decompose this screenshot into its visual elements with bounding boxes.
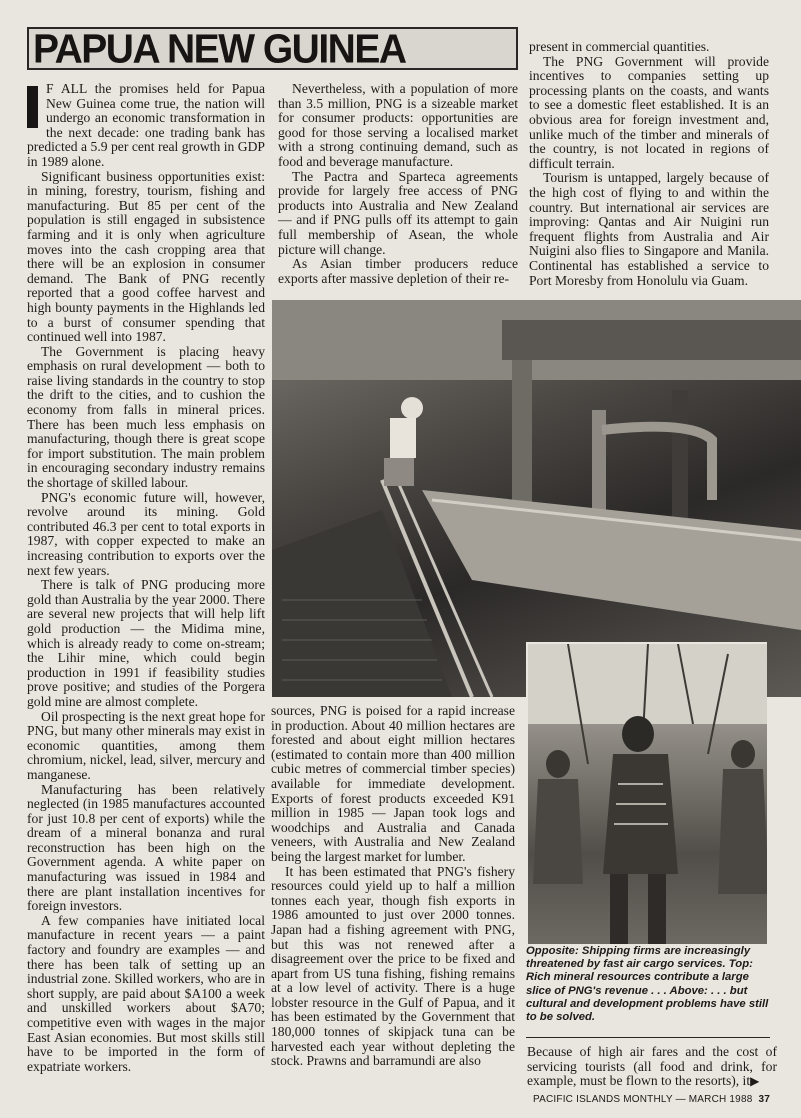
column-2-continued (271, 704, 515, 1069)
paragraph: As Asian timber producers reduce exports after massive depletion of their re- (278, 256, 518, 286)
mining-plant-photo (272, 300, 801, 697)
paragraph: F ALL the promises held for Papua New Guinea come true, the nation will undergo an economic transformation in the next decade: one trading bank has predicted a 5.9 per cent real growth in GDP in 1989 alone. (27, 81, 265, 169)
paragraph (527, 1045, 777, 1089)
caption-divider (526, 1037, 770, 1038)
headline-box (27, 26, 518, 73)
column-1 (27, 82, 265, 1074)
column-3 (529, 40, 769, 288)
paragraph: sources, PNG is poised for a rapid increase in production. About 40 million hectares are forested and about eight million hectares (estimated to contain more than 400 million cubic metres of commercial timber species) available for immediate development. Exports of forest products exceeded K91 million in 1985 — Japan took logs and woodchips and Australia and Canada veneers, with Australia and New Zealand being the largest market for lumber. (271, 703, 515, 864)
paragraph: Nevertheless, with a population of more than 3.5 million, PNG is a sizeable market for consumer products: opportunities are good for those serving a localised market with a strong continuing demand, such as food and beverage manufacture. (278, 81, 518, 169)
page-title: PAPUA NEW GUINEA (33, 26, 406, 73)
paragraph: present in commercial quantities. (529, 39, 710, 54)
paragraph: A few companies have initiated local manufacture in recent years — a paint factory and foundry are examples — and there has been talk of setting up an industrial zone. Skilled workers, who are in short supply, are paid about $A100 a week and unskilled workers about $A70; competitive even with wages in the major East Asian economies. But most skills still have to be imported in the form of expatriate workers. (27, 912, 265, 1074)
column-3-continued (527, 1045, 777, 1089)
paragraph: PNG's economic future will, however, revolve around its mining. Gold contributed 46.3 per cent to total exports in 1987, with copper expected to make an increasing contribution to exports over the next few years. (27, 489, 265, 578)
paragraph: Tourism is untapped, largely because of the high cost of flying to and within the country. But international air services are improving: Qantas and Air Nuigini run frequent flights from Australia and Air Nuigini also flies to Singapore and Manila. Continental has established a service to Port Moresby from Honolulu via Guam. (529, 170, 769, 288)
paragraph: The Pactra and Sparteca agreements provide for largely free access of PNG products into Australia and New Zealand — and if PNG pulls off its attempt to gain full membership of Asean, the whole picture will change. (278, 168, 518, 257)
paragraph: The PNG Government will provide incentives to companies setting up processing plants on the coasts, and wants to see a domestic fleet established. It is an obvious area for foreign investment and, unlike much of the timber and minerals of the country, is not located in regions of difficult terrain. (529, 53, 769, 171)
paragraph: Oil prospecting is the next great hope for PNG, but many other minerals may exist in economic quantities, among them chromium, nickel, lead, silver, mercury and manganese. (27, 708, 265, 782)
continued-text: Because of high air fares and the cost of servicing tourists (all food and drink, for example, must be flown to the resorts), it (527, 1044, 777, 1089)
paragraph: The Government is placing heavy emphasis on rural development — both to raise living standards in the country to stop the drift to the cities, and to cushion the economy from falls in mineral prices. There has been much less emphasis on manufacturing, though there is great scope for import substitution. The main problem in encouraging secondary industry remains the shortage of skilled labour. (27, 343, 265, 491)
continue-arrow-icon: ▶ (750, 1074, 760, 1089)
drop-cap (27, 86, 38, 128)
page-number: 37 (758, 1094, 771, 1105)
paragraph: Manufacturing has been relatively neglected (in 1985 manufactures accounted for just 10.8 per cent of exports) while the dream of a mineral bonanza and rural reconstruction has been high on the Government agenda. A white paper on manufacturing was issued in 1984 and there are plant installation incentives for foreign investors. (27, 781, 265, 914)
publication-line: PACIFIC ISLANDS MONTHLY — MARCH 1988 (533, 1094, 753, 1105)
paragraph: It has been estimated that PNG's fishery resources could yield up to half a million tonnes each year, though fish exports in 1986 amounted to just over 2000 tonnes. Japan had a fishing agreement with PNG, but this was not renewed after a disagreement over the price to be fixed and apart from US tuna fishing, fishing remains at a low level of activity. There is a huge lobster resource in the Gulf of Papua, and it has been estimated by the Government that 180,000 tonnes of skipjack tuna can be harvested each year without depleting the stock. Prawns and barramundi are also (271, 863, 515, 1069)
tribal-dancers-illustration (528, 644, 767, 944)
paragraph: There is talk of PNG producing more gold than Australia by the year 2000. There are several new projects that will help lift gold production — the Midima mine, which is already ready to come on-stream; the Lihir mine, which could begin production in 1991 if feasibility studies prove positive; and studies of the Porgera gold mine are almost complete. (27, 577, 265, 709)
page-footer (533, 1094, 773, 1105)
column-2 (278, 82, 518, 286)
paragraph: Significant business opportunities exist: in mining, forestry, tourism, fishing and manufacturing. But 85 per cent of the population is still engaged in subsistence farming and it is only when agriculture moves into the cash cropping area that there will be an explosion in consumer demand. The Bank of PNG recently reported that a good coffee harvest and high bounty payments in the Highlands led to a burst of consumer spending that continued well into 1987. (27, 168, 265, 345)
tribal-dancers-photo (526, 642, 767, 944)
photo-caption: Opposite: Shipping firms are increasingly threatened by fast air cargo services. Top: Rich mineral resources contribute a large slice of PNG's revenue . . . Above: . . . but cultural and development problems have still to be solved. (526, 945, 769, 1024)
mining-plant-illustration (272, 300, 801, 697)
